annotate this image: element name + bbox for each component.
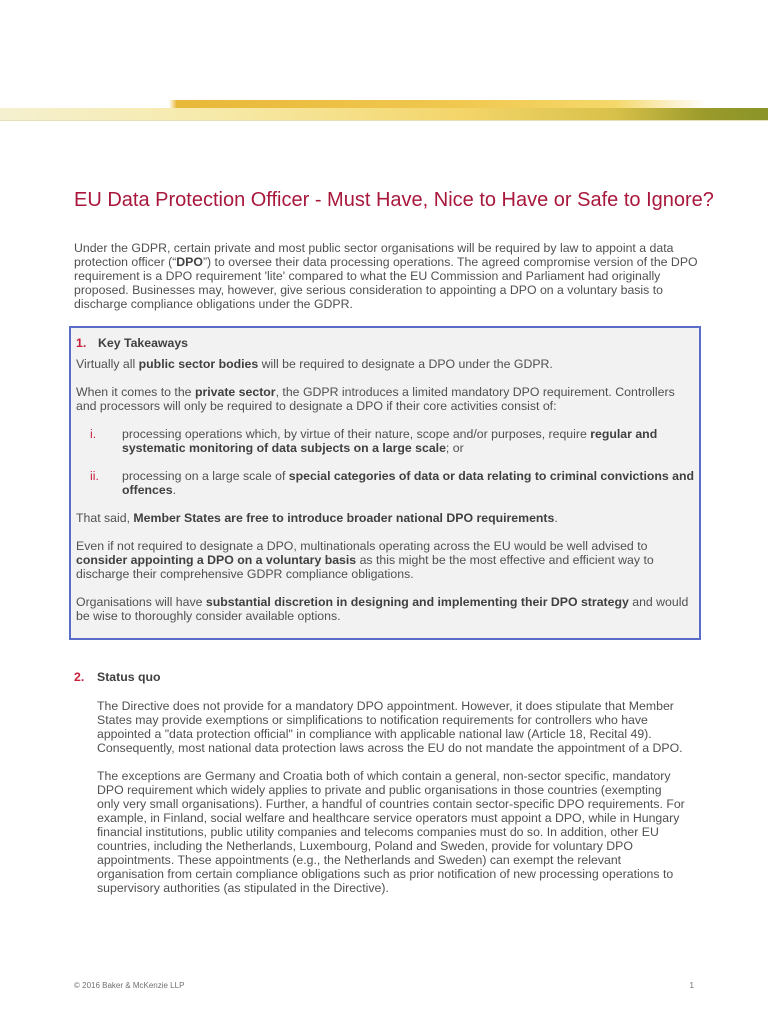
- header-band-bottom: [0, 108, 768, 120]
- page-footer: [74, 981, 694, 990]
- status-quo-heading: [74, 670, 694, 684]
- takeaway-public-sector: Virtually all public sector bodies will be required to designate a DPO under the GDPR.: [76, 357, 553, 371]
- list-marker: ii.: [90, 469, 99, 483]
- status-quo-body: [97, 699, 687, 895]
- list-marker: i.: [90, 427, 97, 441]
- list-item: [76, 427, 696, 455]
- list-item: [76, 469, 696, 497]
- document-title: EU Data Protection Officer - Must Have, Nice to Have or Safe to Ignore?: [74, 189, 714, 211]
- section-number: 2.: [74, 670, 85, 684]
- section-heading: Status quo: [97, 670, 161, 684]
- key-takeaways-box: [69, 326, 701, 640]
- header-band-line: [0, 120, 768, 121]
- takeaway-discretion: Organisations will have substantial discretion in designing and implementing their DPO strategy and would be wise to thoroughly consider available options.: [76, 595, 689, 623]
- intro-paragraph: Under the GDPR, certain private and most public sector organisations will be required by law to appoint a data protection officer (“DPO”) to oversee their data processing operations. The agreed compromise version of the DPO requirement is a DPO requirement 'lite' compared to what the EU Commission and Parliament had originally proposed. Businesses may, however, give serious consideration to appointing a DPO on a voluntary basis to discharge compliance obligations under the GDPR.: [74, 241, 698, 311]
- takeaway-member-states: That said, Member States are free to introduce broader national DPO requirements.: [76, 511, 558, 525]
- list-item-text: processing operations which, by virtue of their nature, scope and/or purposes, require regular and systematic monitoring of data subjects on a large scale; or: [122, 427, 658, 455]
- section-heading: Key Takeaways: [98, 336, 189, 350]
- copyright-text: © 2016 Baker & McKenzie LLP: [74, 981, 185, 990]
- list-item-text: processing on a large scale of special categories of data or data relating to criminal convictions and offences.: [122, 469, 695, 497]
- takeaway-voluntary: Even if not required to designate a DPO, multinationals operating across the EU would be well advised to consider appointing a DPO on a voluntary basis as this might be the most effective and efficient way to discharge their comprehensive GDPR compliance obligations.: [76, 539, 654, 581]
- takeaway-private-sector: When it comes to the private sector, the GDPR introduces a limited mandatory DPO requirement. Controllers and processors will only be required to designate a DPO if their core activities consist of:: [76, 385, 675, 413]
- page-number: 1: [689, 981, 694, 990]
- key-takeaways-heading: [76, 336, 696, 350]
- section-number: 1.: [76, 336, 87, 350]
- header-band-top: [0, 100, 768, 108]
- status-quo-paragraph-1: The Directive does not provide for a mandatory DPO appointment. However, it does stipulate that Member States may provide exemptions or simplifications to notification requirements for controllers who have appointed a "data protection official" in compliance with applicable national law (Article 18, Recital 49). Consequently, most national data protection laws across the EU do not mandate the appointment of a DPO.: [97, 699, 683, 755]
- status-quo-paragraph-2: The exceptions are Germany and Croatia both of which contain a general, non-sector specific, mandatory DPO requirement which widely applies to private and public organisations in those countries (exempting only very small organisations). Further, a handful of countries contain sector-specific DPO requirements. For example, in Finland, social welfare and healthcare service operators must appoint a DPO, while in Hungary financial institutions, public utility companies and telecoms companies must do so. In addition, other EU countries, including the Netherlands, Luxembourg, Poland and Sweden, provide for voluntary DPO appointments. These appointments (e.g., the Netherlands and Sweden) can exempt the relevant organisation from certain compliance obligations such as prior notification of new processing operations to supervisory authorities (as stipulated in the Directive).: [97, 769, 685, 895]
